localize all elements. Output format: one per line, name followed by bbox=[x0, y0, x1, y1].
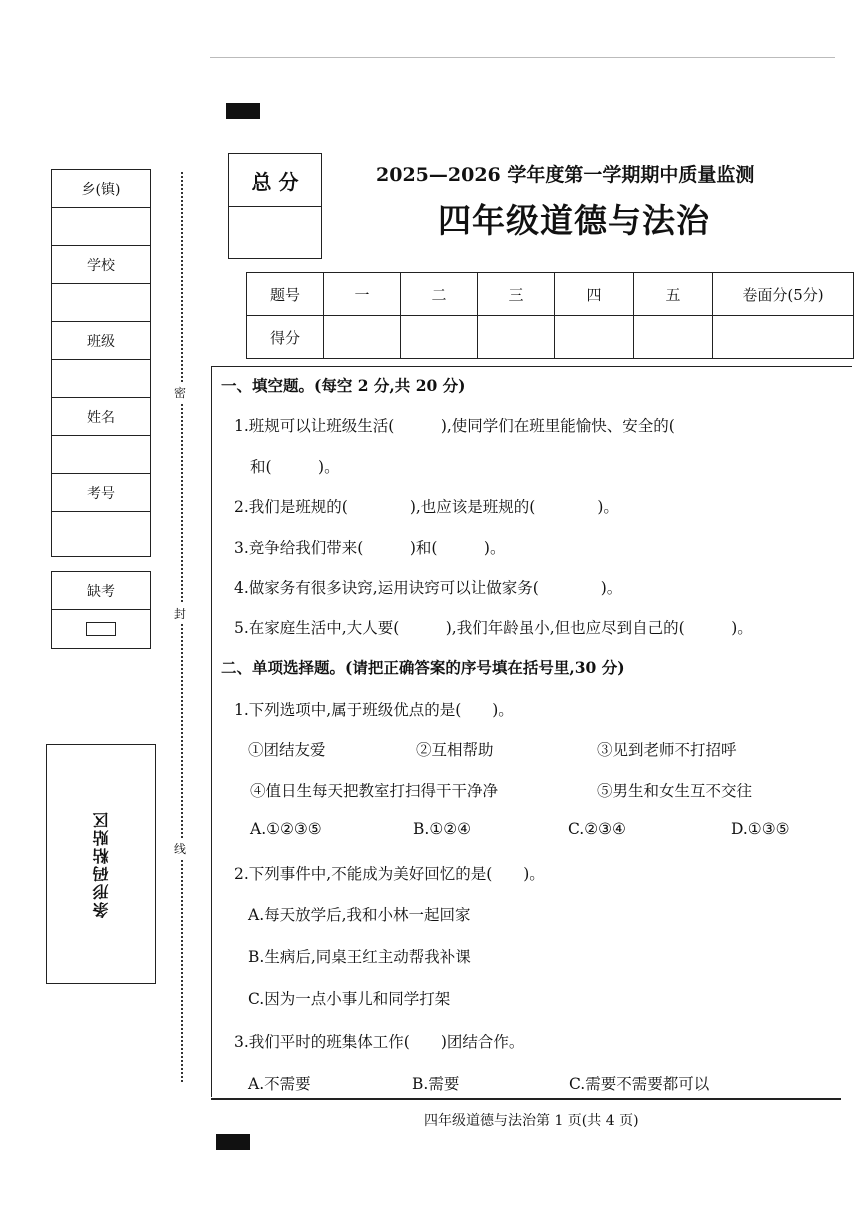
option-text: ②互相帮助 bbox=[416, 741, 494, 759]
field-blank bbox=[52, 360, 150, 398]
score-cell bbox=[401, 316, 478, 359]
score-header: 二 bbox=[401, 273, 478, 316]
score-header: 卷面分(5分) bbox=[713, 273, 854, 316]
option-text: ⑤男生和女生互不交往 bbox=[597, 782, 753, 800]
student-info-box bbox=[51, 169, 151, 557]
field-label: 班级 bbox=[52, 322, 150, 360]
choice-text: C.需要不需要都可以 bbox=[569, 1075, 710, 1093]
exam-title: 四年级道德与法治 bbox=[438, 201, 710, 240]
score-cell bbox=[478, 316, 555, 359]
question-text: 4.做家务有很多诀窍,运用诀窍可以让做家务( )。 bbox=[234, 579, 623, 597]
score-cell bbox=[634, 316, 713, 359]
field-blank bbox=[52, 436, 150, 474]
question-text: 3.竞争给我们带来( )和( )。 bbox=[234, 539, 506, 557]
total-score-box bbox=[228, 153, 322, 259]
score-header: 题号 bbox=[247, 273, 324, 316]
score-header: 五 bbox=[634, 273, 713, 316]
registration-mark-bottom bbox=[216, 1134, 250, 1150]
choice-text: A.每天放学后,我和小林一起回家 bbox=[248, 906, 471, 924]
choice-text: D.①③⑤ bbox=[731, 820, 790, 838]
score-cell bbox=[324, 316, 401, 359]
barcode-area bbox=[46, 744, 156, 984]
absent-checkbox-cell bbox=[52, 610, 150, 647]
field-label: 姓名 bbox=[52, 398, 150, 436]
option-text: ④值日生每天把教室打扫得干干净净 bbox=[250, 782, 499, 800]
seal-char: 封 bbox=[174, 603, 186, 624]
field-label: 考号 bbox=[52, 474, 150, 512]
score-header: 一 bbox=[324, 273, 401, 316]
score-header: 三 bbox=[478, 273, 555, 316]
seal-char: 密 bbox=[174, 382, 186, 403]
question-text: 2.我们是班规的( ),也应该是班规的( )。 bbox=[234, 498, 619, 516]
option-text: ③见到老师不打招呼 bbox=[597, 741, 737, 759]
field-label: 乡(镇) bbox=[52, 170, 150, 208]
question-text: 和( )。 bbox=[250, 458, 340, 476]
page-footer: 四年级道德与法治第 1 页(共 4 页) bbox=[424, 1113, 639, 1129]
score-cell bbox=[555, 316, 634, 359]
question-text: 1.下列选项中,属于班级优点的是( )。 bbox=[234, 701, 514, 719]
field-blank bbox=[52, 512, 150, 549]
score-cell bbox=[713, 316, 854, 359]
score-row-label: 得分 bbox=[247, 316, 324, 359]
seal-line bbox=[181, 172, 183, 1082]
barcode-label: 条形码粘贴区 bbox=[91, 810, 111, 918]
seal-char: 线 bbox=[174, 838, 186, 859]
field-blank bbox=[52, 208, 150, 246]
absent-label: 缺考 bbox=[52, 572, 150, 610]
section-title: 二、单项选择题。(请把正确答案的序号填在括号里,30 分) bbox=[221, 658, 625, 677]
score-table bbox=[246, 272, 854, 359]
option-text: ①团结友爱 bbox=[248, 741, 326, 759]
choice-text: A.①②③⑤ bbox=[250, 820, 322, 838]
question-text: 1.班规可以让班级生活( ),使同学们在班里能愉快、安全的( bbox=[234, 417, 722, 435]
choice-text: C.②③④ bbox=[568, 820, 626, 838]
scan-edge bbox=[210, 57, 835, 58]
question-text: 5.在家庭生活中,大人要( ),我们年龄虽小,但也应尽到自己的( )。 bbox=[234, 619, 753, 637]
frame-bottom-line bbox=[211, 1098, 841, 1100]
section-title: 一、填空题。(每空 2 分,共 20 分) bbox=[221, 376, 466, 395]
field-blank bbox=[52, 284, 150, 322]
absent-box bbox=[51, 571, 151, 649]
question-text: 3.我们平时的班集体工作( )团结合作。 bbox=[234, 1033, 525, 1051]
field-label: 学校 bbox=[52, 246, 150, 284]
choice-text: A.不需要 bbox=[248, 1075, 311, 1093]
total-label: 总 分 bbox=[229, 154, 321, 207]
score-header: 四 bbox=[555, 273, 634, 316]
choice-text: B.①②④ bbox=[413, 820, 472, 838]
registration-mark-top bbox=[226, 103, 260, 119]
choice-text: B.生病后,同桌王红主动帮我补课 bbox=[248, 948, 471, 966]
question-text: 2.下列事件中,不能成为美好回忆的是( )。 bbox=[234, 865, 545, 883]
exam-subtitle: 2025—2026 学年度第一学期期中质量监测 bbox=[376, 164, 755, 186]
choice-text: C.因为一点小事儿和同学打架 bbox=[248, 990, 451, 1008]
absent-checkbox[interactable] bbox=[86, 622, 116, 636]
choice-text: B.需要 bbox=[412, 1075, 460, 1093]
